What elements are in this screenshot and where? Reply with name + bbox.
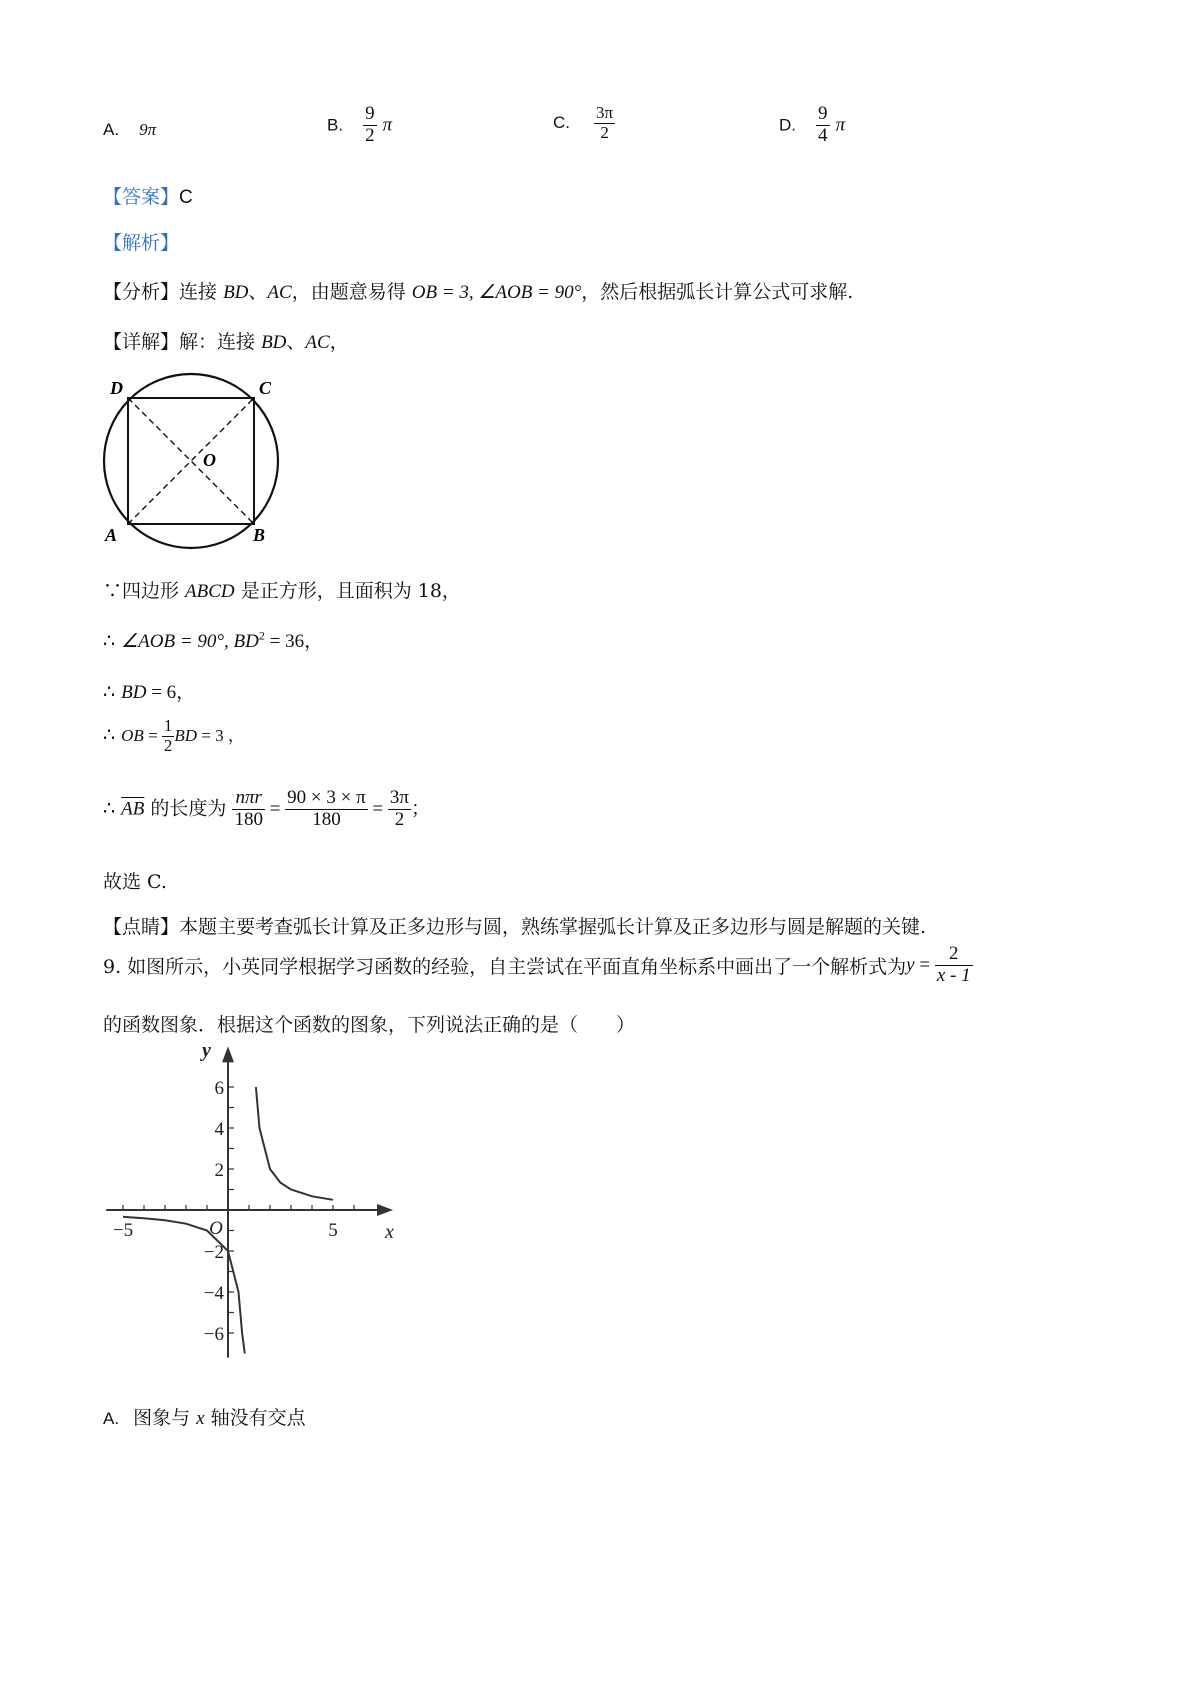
step-5 <box>103 788 430 831</box>
step-1-pre: ∵四边形 <box>103 580 186 602</box>
option-b-numerator: 9 <box>365 103 375 124</box>
step-5-f2-denominator: 180 <box>312 808 341 830</box>
step-4-eq: = <box>143 726 162 746</box>
q9-fraction <box>935 944 973 987</box>
option-b-denominator: 2 <box>365 124 375 146</box>
option-b-label: B. <box>327 115 344 135</box>
y-tick-label: −4 <box>203 1283 224 1304</box>
step-5-eq-2: = <box>367 798 388 820</box>
y-tick-label: −2 <box>203 1242 224 1263</box>
step-1-math: ABCD <box>185 581 235 602</box>
step-5-tail: ； <box>411 797 431 820</box>
dianjing-line <box>103 912 926 939</box>
x-axis-label: x <box>385 1221 394 1243</box>
step-4-math-bd: BD <box>174 726 198 746</box>
step-5-pre: ∴ <box>103 797 122 820</box>
fenxi-math-ac: AC <box>267 282 292 303</box>
answer-tag: 【答案】 <box>103 186 180 208</box>
option-d-tail: π <box>835 114 846 136</box>
q9-numerator: 2 <box>935 944 973 966</box>
dianjing-text: 本题主要考查弧长计算及正多边形与圆，熟练掌握弧长计算及正多边形与圆是解题的关键. <box>179 916 927 938</box>
curve-branch-2 <box>123 1217 245 1354</box>
q9-eq: = <box>914 954 935 976</box>
step-5-arc-ab: $\overline{AB}$ <box>121 798 145 820</box>
step-5-eq-1: = <box>264 798 286 820</box>
step-3 <box>103 677 195 704</box>
step-5-text: 的长度为 <box>144 797 227 820</box>
option-d-fraction <box>816 104 830 147</box>
x-tick-label: −5 <box>112 1220 134 1241</box>
option-c-numerator: 3π <box>596 103 614 122</box>
dianjing-tag: 【点睛】 <box>103 916 180 938</box>
xiangjie-line <box>103 327 349 354</box>
option-c-fraction <box>594 104 615 142</box>
option-a <box>103 118 156 140</box>
option-b-fraction <box>363 104 377 147</box>
y-axis-label: y <box>202 1039 211 1062</box>
q9-option-a <box>103 1403 306 1430</box>
fenxi-text-1: 连接 <box>179 281 224 303</box>
q9-option-a-math: x <box>196 1408 205 1429</box>
step-2-tail: = 36， <box>264 631 324 652</box>
label-b: B <box>253 525 266 545</box>
fenxi-text-2: 、 <box>248 281 268 303</box>
q9-stem-line-2: 的函数图象．根据这个函数的图象，下列说法正确的是（ ） <box>103 1014 636 1036</box>
option-a-label: A. <box>103 120 120 139</box>
step-1 <box>103 576 461 603</box>
xiangjie-tag: 【详解】 <box>103 331 180 353</box>
step-1-post: 是正方形，且面积为 18， <box>234 580 461 602</box>
option-a-value: 9π <box>139 120 157 139</box>
option-d <box>779 104 845 147</box>
y-tick-label: 4 <box>214 1119 224 1140</box>
answer-line <box>103 182 193 209</box>
step-4-denominator: 2 <box>163 735 173 755</box>
answer-value: C <box>179 187 193 208</box>
figure-circle-square <box>95 370 295 555</box>
step-3-math: BD <box>121 682 147 703</box>
step-4-numerator: 1 <box>163 716 173 735</box>
origin-label: O <box>209 1218 223 1239</box>
function-graph <box>90 1039 394 1370</box>
step-5-f1-denominator: 180 <box>234 808 263 830</box>
option-c-label: C. <box>553 113 570 133</box>
x-axis-arrow <box>377 1204 393 1216</box>
option-b <box>327 104 392 147</box>
x-tick-label: 5 <box>328 1220 338 1241</box>
y-axis-arrow <box>222 1046 234 1062</box>
label-a: A <box>105 525 118 545</box>
label-c: C <box>259 378 272 398</box>
xiangjie-text-3: ， <box>329 331 349 353</box>
q9-stem-line-1 <box>103 944 973 987</box>
step-2 <box>103 626 323 653</box>
xiangjie-math-bd: BD <box>261 332 287 353</box>
option-d-label: D. <box>779 115 796 135</box>
step-4-fraction <box>162 717 175 755</box>
step-4-math-ob: OB <box>121 726 144 746</box>
xiangjie-math-ac: AC <box>305 332 330 353</box>
q9-option-a-text-2: 轴没有交点 <box>204 1407 306 1429</box>
analysis-tag: 【解析】 <box>103 232 180 254</box>
label-o: O <box>203 450 216 470</box>
option-c-denominator: 2 <box>600 122 609 142</box>
y-tick-label: −6 <box>203 1324 224 1345</box>
step-4-tail: = 3 ， <box>197 726 245 746</box>
xiangjie-text-1: 解：连接 <box>179 331 262 353</box>
fenxi-text-3: ，由题意易得 <box>291 281 412 303</box>
fenxi-line <box>103 277 853 304</box>
option-c <box>553 104 615 142</box>
xiangjie-text-2: 、 <box>286 331 306 353</box>
option-b-tail: π <box>382 114 393 136</box>
option-d-numerator: 9 <box>818 103 828 124</box>
q9-denominator: x - 1 <box>936 964 971 986</box>
guxuan-line: 故选 C. <box>103 871 167 893</box>
step-5-f2-numerator: 90 × 3 × π <box>287 787 366 808</box>
step-5-f1-numerator: nπr <box>232 788 265 810</box>
y-tick-label: 2 <box>214 1160 224 1181</box>
step-2-sup: 2 <box>258 628 265 643</box>
q9-math-y: y <box>906 954 915 976</box>
step-3-pre: ∴ <box>103 681 122 703</box>
fenxi-math-bd: BD <box>223 282 249 303</box>
label-d: D <box>110 378 123 398</box>
step-5-fraction-3 <box>388 788 411 831</box>
fenxi-math-condition: OB = 3, ∠AOB = 90° <box>411 282 582 303</box>
y-tick-label: 6 <box>214 1078 224 1099</box>
q9-option-a-text-1: 图象与 <box>133 1407 197 1429</box>
step-5-fraction-1 <box>232 788 265 831</box>
step-4-pre: ∴ <box>103 724 122 747</box>
step-2-math: ∠AOB = 90°, BD <box>121 631 259 652</box>
curve-branch-1 <box>256 1087 333 1200</box>
step-3-tail: = 6， <box>146 682 196 703</box>
step-2-pre: ∴ <box>103 630 122 652</box>
step-5-fraction-2 <box>285 788 368 831</box>
option-d-denominator: 4 <box>818 124 828 146</box>
q9-text: 9. 如图所示，小英同学根据学习函数的经验，自主尝试在平面直角坐标系中画出了一个解析式为 <box>103 955 907 978</box>
q9-option-a-label: A. <box>103 1409 120 1428</box>
fenxi-tag: 【分析】 <box>103 281 180 303</box>
step-4 <box>103 717 245 755</box>
fenxi-text-4: ，然后根据弧长计算公式可求解. <box>581 281 854 303</box>
step-5-f3-denominator: 2 <box>394 808 405 830</box>
step-5-f3-numerator: 3π <box>389 787 410 808</box>
